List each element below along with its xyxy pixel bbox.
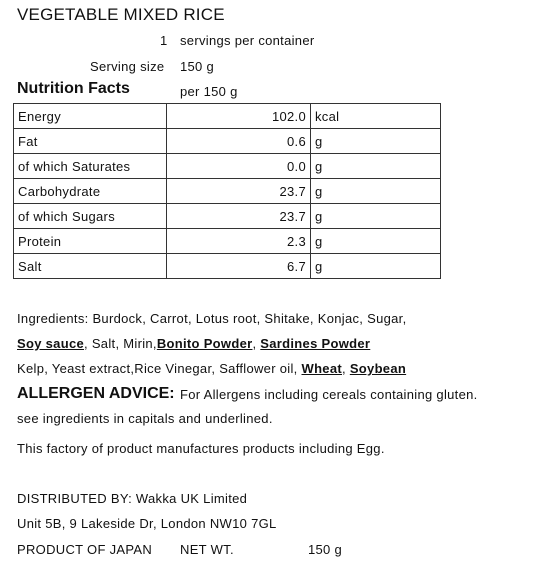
net-weight-value: 150 g [308, 542, 343, 557]
table-row [14, 179, 441, 204]
soybean-allergen: Soybean [349, 361, 407, 376]
nutrient-name: Carbohydrate [14, 179, 167, 204]
table-row [14, 129, 441, 154]
nutrient-unit: g [311, 179, 441, 204]
servings-count: 1 [160, 33, 168, 48]
allergen-advice-heading: ALLERGEN ADVICE: [17, 385, 175, 402]
product-origin: PRODUCT OF JAPAN [17, 542, 153, 557]
nutrient-name: Fat [14, 129, 167, 154]
table-row [14, 154, 441, 179]
nutrient-value: 0.6 [167, 129, 311, 154]
nutrient-value: 6.7 [167, 254, 311, 279]
serving-size-value: 150 g [180, 59, 215, 74]
nutrient-name: Protein [14, 229, 167, 254]
nutrient-value: 2.3 [167, 229, 311, 254]
nutrient-unit: g [311, 129, 441, 154]
nutrient-name: Energy [14, 104, 167, 129]
nutrient-name: of which Sugars [14, 204, 167, 229]
nutrient-unit: g [311, 204, 441, 229]
table-row [14, 204, 441, 229]
table-row [14, 229, 441, 254]
nutrient-value: 0.0 [167, 154, 311, 179]
nutrient-value: 102.0 [167, 104, 311, 129]
nutrient-name: of which Saturates [14, 154, 167, 179]
soy-sauce-allergen: Soy sauce [17, 336, 85, 351]
nutrition-table [13, 103, 441, 279]
sardines-powder-allergen: Sardines Powder [260, 336, 371, 351]
allergen-advice-line-2: see ingredients in capitals and underlined. [17, 411, 273, 426]
nutrient-unit: g [311, 229, 441, 254]
nutrient-unit: kcal [311, 104, 441, 129]
nutrient-value: 23.7 [167, 179, 311, 204]
ingredients-text: , Salt, Mirin, [84, 336, 157, 351]
distributor-line: DISTRIBUTED BY: Wakka UK Limited [17, 491, 248, 506]
net-weight-label: NET WT. [180, 542, 234, 557]
factory-statement: This factory of product manufactures products including Egg. [17, 441, 385, 456]
nutrient-unit: g [311, 254, 441, 279]
allergen-advice-text: For Allergens including cereals containing gluten. [180, 387, 478, 402]
nutrient-unit: g [311, 154, 441, 179]
nutrition-facts-heading: Nutrition Facts [17, 80, 130, 97]
table-row [14, 254, 441, 279]
distributor-address: Unit 5B, 9 Lakeside Dr, London NW10 7GL [17, 516, 277, 531]
ingredients-line-1: Ingredients: Burdock, Carrot, Lotus root, Shitake, Konjac, Sugar, [17, 311, 407, 326]
ingredients-line-3 [17, 361, 406, 376]
nutrient-name: Salt [14, 254, 167, 279]
nutrient-value: 23.7 [167, 204, 311, 229]
product-title: VEGETABLE MIXED RICE [17, 5, 225, 24]
ingredients-text: Kelp, Yeast extract,Rice Vinegar, Safflower oil, [17, 361, 302, 376]
serving-size-label: Serving size [90, 59, 165, 74]
wheat-allergen: Wheat [301, 361, 342, 376]
servings-label: servings per container [180, 33, 315, 48]
ingredients-line-2 [17, 336, 370, 351]
ingredients-separator: , [252, 336, 261, 351]
ingredients-separator: , [342, 361, 350, 376]
bonito-powder-allergen: Bonito Powder [156, 336, 253, 351]
table-row [14, 104, 441, 129]
nutrition-per-label: per 150 g [180, 84, 238, 99]
